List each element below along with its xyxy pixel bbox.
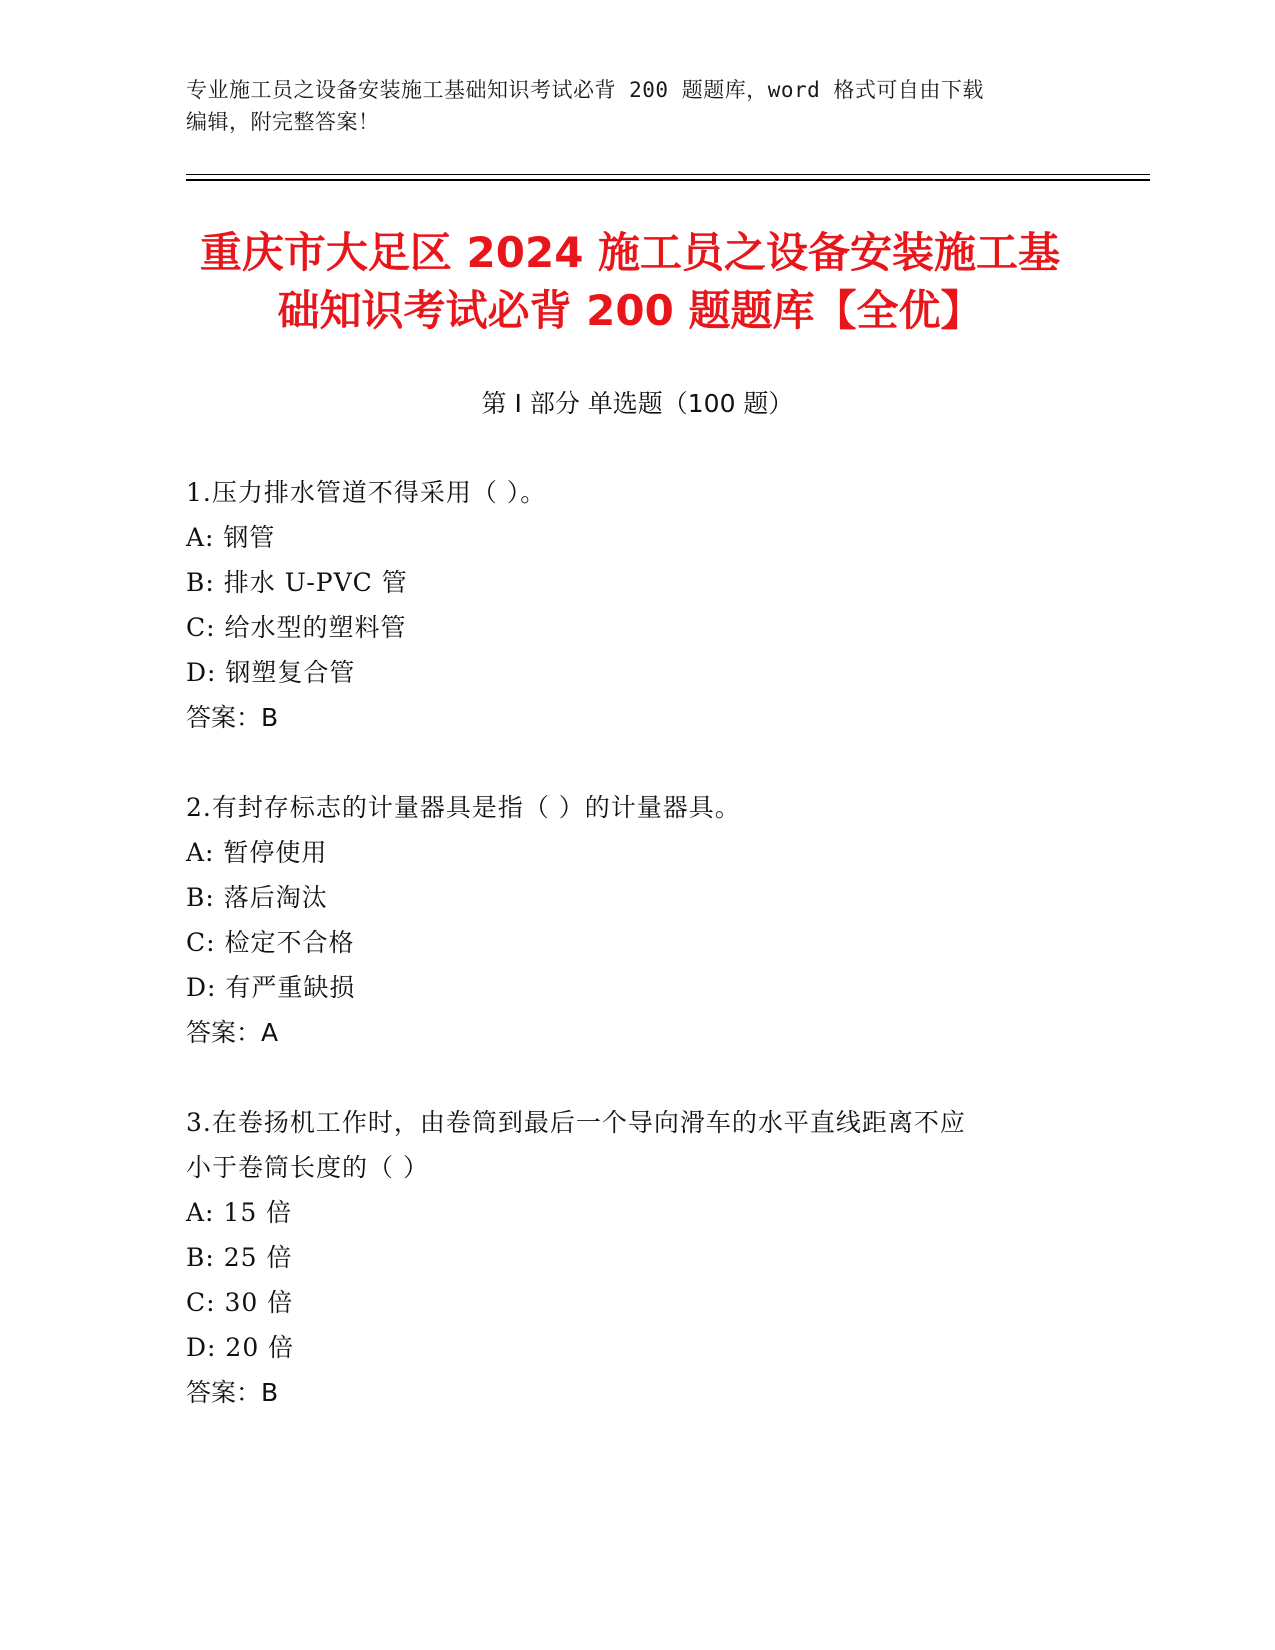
option-b: B: 落后淘汰 bbox=[186, 883, 328, 912]
question-2 bbox=[186, 785, 1086, 1055]
option-d: D: 20 倍 bbox=[186, 1333, 295, 1362]
question-1 bbox=[186, 470, 1086, 740]
question-stem-line-2: 小于卷筒长度的（ ） bbox=[186, 1153, 429, 1182]
question-stem: 1.压力排水管道不得采用（ ）。 bbox=[186, 478, 547, 507]
header-note bbox=[186, 74, 1086, 138]
question-stem: 2.有封存标志的计量器具是指（ ）的计量器具。 bbox=[186, 793, 741, 822]
option-b: B: 排水 U-PVC 管 bbox=[186, 568, 408, 597]
answer-label: 答案：A bbox=[186, 1018, 279, 1047]
document-title-line-2: 础知识考试必背 200 题题库【全优】 bbox=[277, 286, 983, 335]
document-title-line-1: 重庆市大足区 2024 施工员之设备安装施工基 bbox=[199, 228, 1061, 277]
option-a: A: 15 倍 bbox=[186, 1198, 293, 1227]
option-a: A: 暂停使用 bbox=[186, 838, 328, 867]
option-d: D: 钢塑复合管 bbox=[186, 658, 356, 687]
header-divider-bottom bbox=[186, 179, 1150, 181]
option-b: B: 25 倍 bbox=[186, 1243, 293, 1272]
option-c: C: 给水型的塑料管 bbox=[186, 613, 407, 642]
option-d: D: 有严重缺损 bbox=[186, 973, 356, 1002]
header-note-line-2: 编辑，附完整答案！ bbox=[186, 110, 380, 134]
section-heading: 第 I 部分 单选题（100 题） bbox=[481, 389, 794, 418]
question-stem-line-1: 3.在卷扬机工作时，由卷筒到最后一个导向滑车的水平直线距离不应 bbox=[186, 1108, 966, 1137]
document-title bbox=[120, 224, 1140, 340]
header-divider-top bbox=[186, 174, 1150, 175]
option-c: C: 30 倍 bbox=[186, 1288, 294, 1317]
answer-label: 答案：B bbox=[186, 1378, 279, 1407]
option-a: A: 钢管 bbox=[186, 523, 276, 552]
option-c: C: 检定不合格 bbox=[186, 928, 355, 957]
answer-label: 答案：B bbox=[186, 703, 279, 732]
header-note-line-1: 专业施工员之设备安装施工基础知识考试必背 200 题题库，word 格式可自由下载 bbox=[186, 78, 984, 102]
question-3 bbox=[186, 1100, 1086, 1415]
